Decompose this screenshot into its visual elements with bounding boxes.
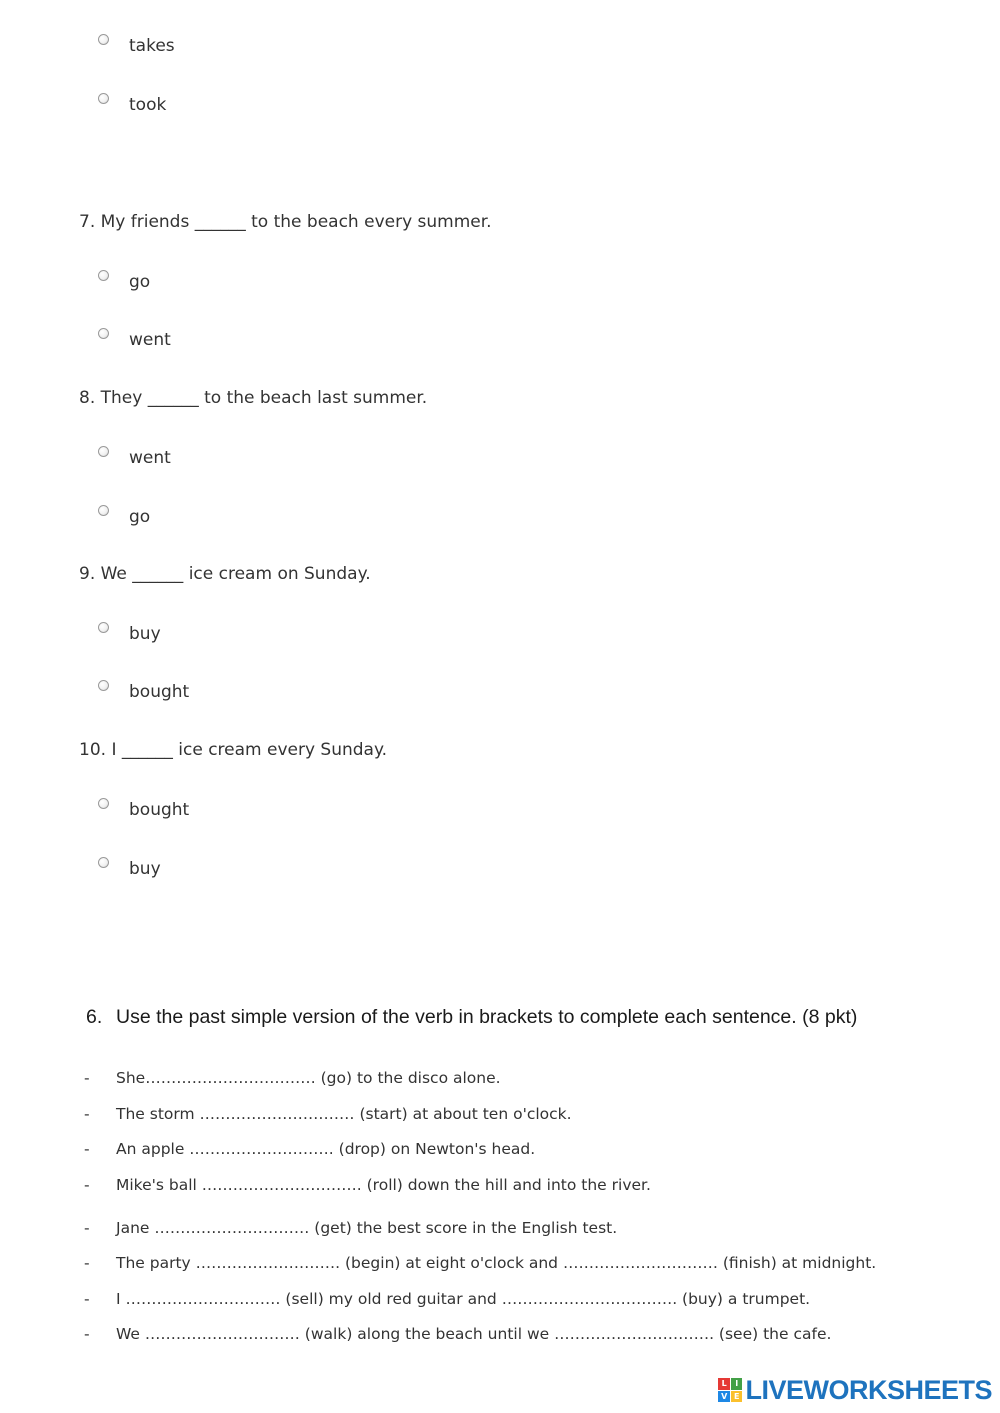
- option-label: took: [129, 95, 167, 115]
- exercise-text: An apple ………………………. (drop) on Newton's head.: [116, 1140, 536, 1158]
- section-number: 6.: [86, 1006, 103, 1028]
- option-took[interactable]: [98, 93, 166, 117]
- option-label: bought: [129, 682, 190, 702]
- section-title: [86, 1006, 857, 1029]
- option-went[interactable]: [98, 446, 171, 470]
- exercise-item: - We ………………………… (walk) along the beach until we …………………………. (see) the cafe.: [84, 1325, 832, 1343]
- option-label: go: [129, 507, 151, 527]
- question-8: 8. They ______ to the beach last summer.: [79, 388, 428, 408]
- radio-button[interactable]: [98, 798, 109, 809]
- exercise-text: We ………………………… (walk) along the beach until we …………………………. (see) the cafe.: [116, 1325, 832, 1343]
- option-label: went: [129, 448, 171, 468]
- option-bought[interactable]: [98, 680, 189, 704]
- radio-button[interactable]: [98, 680, 109, 691]
- radio-button[interactable]: [98, 34, 109, 45]
- exercise-text: Jane ………………………… (get) the best score in the English test.: [116, 1219, 618, 1237]
- radio-button[interactable]: [98, 328, 109, 339]
- logo-text: LIVEWORKSHEETS: [745, 1374, 992, 1405]
- option-label: go: [129, 272, 151, 292]
- exercise-item: - Jane ………………………… (get) the best score in the English test.: [84, 1219, 618, 1237]
- exercise-item: - The storm ………………………… (start) at about ten o'clock.: [84, 1105, 572, 1123]
- exercise-text: I ………………………… (sell) my old red guitar and ……………………………. (buy) a trumpet.: [116, 1290, 811, 1308]
- option-label: bought: [129, 800, 190, 820]
- section-instruction: Use the past simple version of the verb in brackets to complete each sentence. (8 pkt): [116, 1006, 858, 1028]
- option-takes[interactable]: [98, 34, 175, 58]
- exercise-text: She…………………………… (go) to the disco alone.: [116, 1069, 501, 1087]
- option-label: buy: [129, 859, 161, 879]
- exercise-item: - The party ………………………. (begin) at eight o'clock and ………………………… (finish) at midnight.: [84, 1254, 877, 1272]
- radio-button[interactable]: [98, 446, 109, 457]
- question-10: 10. I ______ ice cream every Sunday.: [79, 740, 388, 760]
- logo-icon: L I V E: [718, 1378, 742, 1402]
- exercise-text: The storm ………………………… (start) at about ten o'clock.: [116, 1105, 572, 1123]
- option-buy[interactable]: [98, 857, 161, 881]
- exercise-item: - She…………………………… (go) to the disco alone.: [84, 1069, 501, 1087]
- exercise-item: - I ………………………… (sell) my old red guitar and ……………………………. (buy) a trumpet.: [84, 1290, 811, 1308]
- radio-button[interactable]: [98, 270, 109, 281]
- radio-button[interactable]: [98, 93, 109, 104]
- exercise-text: The party ………………………. (begin) at eight o'clock and ………………………… (finish) at midnight.: [116, 1254, 877, 1272]
- exercise-text: Mike's ball …………………………. (roll) down the hill and into the river.: [116, 1176, 651, 1194]
- option-bought[interactable]: [98, 798, 189, 822]
- question-7: 7. My friends ______ to the beach every summer.: [79, 212, 492, 232]
- option-went[interactable]: [98, 328, 171, 352]
- option-buy[interactable]: [98, 622, 161, 646]
- radio-button[interactable]: [98, 857, 109, 868]
- exercise-item: - An apple ………………………. (drop) on Newton's head.: [84, 1140, 536, 1158]
- question-9: 9. We ______ ice cream on Sunday.: [79, 564, 371, 584]
- option-label: buy: [129, 624, 161, 644]
- radio-button[interactable]: [98, 622, 109, 633]
- option-go[interactable]: [98, 505, 150, 529]
- exercise-item: - Mike's ball …………………………. (roll) down the hill and into the river.: [84, 1176, 651, 1194]
- option-label: went: [129, 330, 171, 350]
- liveworksheets-logo: [718, 1375, 992, 1405]
- radio-button[interactable]: [98, 505, 109, 516]
- option-label: takes: [129, 36, 175, 56]
- option-go[interactable]: [98, 270, 150, 294]
